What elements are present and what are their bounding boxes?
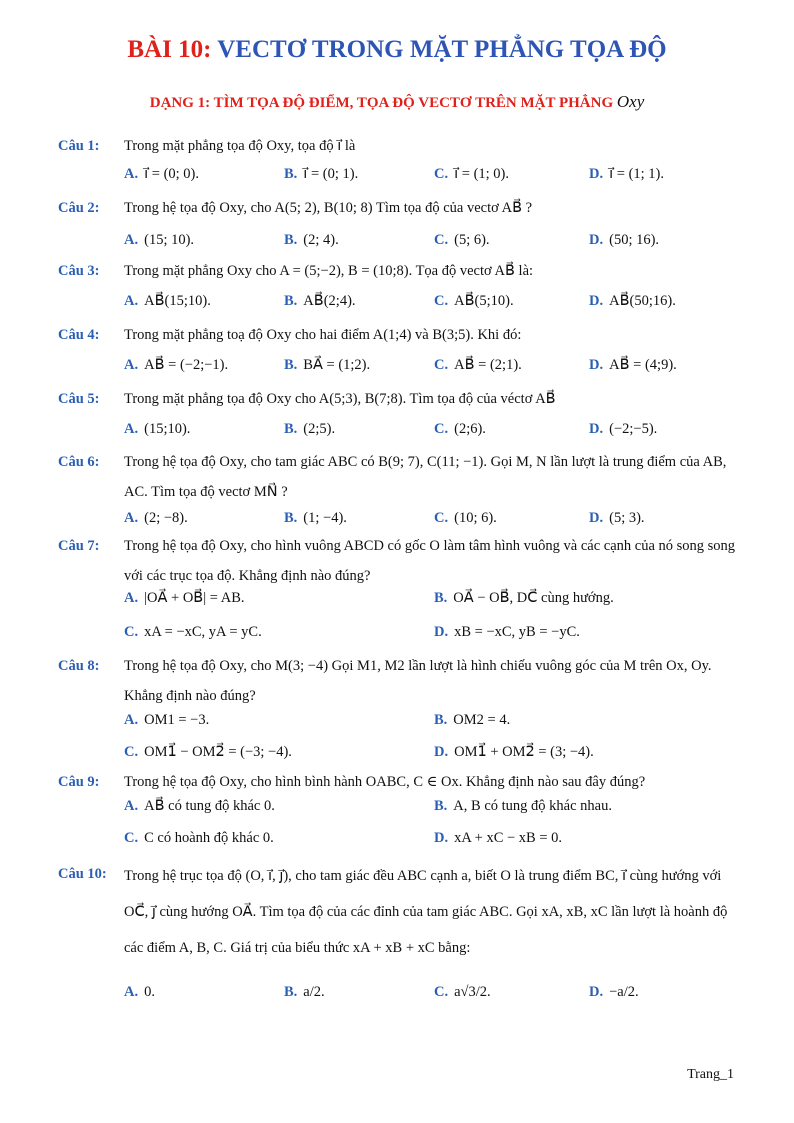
option-key: C. [434, 510, 449, 526]
option-text: AB⃗ = (4;9). [609, 357, 677, 373]
option-b [284, 232, 339, 249]
option-key: C. [434, 357, 449, 373]
option-key: B. [434, 590, 448, 606]
option-d [589, 357, 677, 374]
option-key: A. [124, 712, 139, 728]
option-c [434, 293, 514, 310]
option-key: B. [284, 510, 298, 526]
option-key: C. [434, 166, 449, 182]
option-b [434, 590, 614, 607]
option-a [124, 293, 211, 310]
option-text: i⃗ = (0; 0). [144, 166, 200, 182]
question-text: Trong mặt phẳng tọa độ Oxy, tọa độ i⃗ là [124, 138, 356, 154]
option-key: D. [589, 357, 604, 373]
option-a [124, 798, 275, 815]
option-a [124, 357, 228, 374]
option-text: (1; −4). [303, 510, 347, 526]
option-key: C. [124, 624, 139, 640]
option-key: A. [124, 510, 139, 526]
question-label: Câu 5: [58, 391, 100, 407]
option-c [434, 232, 490, 249]
option-c [434, 421, 486, 438]
option-key: D. [434, 830, 449, 846]
option-d [589, 510, 645, 527]
option-d [434, 830, 562, 847]
option-key: C. [124, 744, 139, 760]
question-label: Câu 6: [58, 454, 100, 470]
question-label: Câu 4: [58, 327, 100, 343]
section-subtitle [0, 92, 794, 112]
option-text: i⃗ = (0; 1). [303, 166, 359, 182]
option-key: D. [434, 744, 449, 760]
question-text: Trong hệ tọa độ Oxy, cho A(5; 2), B(10; 8) Tìm tọa độ của vectơ AB⃗ ? [124, 200, 533, 216]
option-text: xA = −xC, yA = yC. [144, 624, 262, 640]
option-text: AB⃗(5;10). [454, 293, 514, 309]
option-key: B. [284, 357, 298, 373]
option-text: (2;6). [454, 421, 486, 437]
question-label: Câu 9: [58, 774, 100, 790]
option-b [284, 357, 370, 374]
option-key: C. [434, 421, 449, 437]
question-text: Trong hệ tọa độ Oxy, cho hình bình hành OABC, C ∈ Ox. Khẳng định nào sau đây đúng? [124, 774, 646, 790]
option-text: a√3/2. [454, 984, 491, 1000]
option-c [434, 166, 509, 183]
option-c [124, 624, 262, 641]
option-text: (2; −8). [144, 510, 188, 526]
question-text: Trong hệ tọa độ Oxy, cho M(3; −4) Gọi M1, M2 lần lượt là hình chiếu vuông góc của M trên Ox, Oy. Khẳng định nào đúng? [124, 658, 712, 704]
title-main: VECTƠ TRONG MẶT PHẲNG TỌA ĐỘ [217, 36, 667, 63]
option-d [589, 984, 639, 1001]
option-text: i⃗ = (1; 1). [609, 166, 665, 182]
option-key: C. [124, 830, 139, 846]
option-a [124, 712, 209, 729]
option-b [434, 712, 510, 729]
option-a [124, 510, 188, 527]
page-title [0, 36, 794, 64]
option-key: B. [284, 984, 298, 1000]
option-c [434, 510, 497, 527]
option-key: B. [434, 798, 448, 814]
option-text: OM1⃗ + OM2⃗ = (3; −4). [454, 744, 594, 760]
option-text: AB⃗(15;10). [144, 293, 211, 309]
option-b [284, 166, 358, 183]
option-text: (2;5). [303, 421, 336, 437]
option-key: B. [284, 421, 298, 437]
option-a [124, 590, 245, 607]
option-text: (10; 6). [454, 510, 497, 526]
option-key: D. [589, 984, 604, 1000]
option-key: D. [589, 510, 604, 526]
question-label: Câu 8: [58, 658, 100, 674]
question-label: Câu 10: [58, 866, 107, 882]
option-d [434, 744, 594, 761]
option-text: (5; 6). [454, 232, 490, 248]
option-key: A. [124, 232, 139, 248]
option-d [589, 293, 676, 310]
option-text: (−2;−5). [609, 421, 658, 437]
option-text: i⃗ = (1; 0). [454, 166, 510, 182]
option-key: D. [589, 421, 604, 437]
option-text: AB⃗ = (2;1). [454, 357, 522, 373]
option-key: D. [589, 232, 604, 248]
option-a [124, 984, 155, 1001]
option-text: xB = −xC, yB = −yC. [454, 624, 580, 640]
option-c [434, 357, 522, 374]
option-text: (2; 4). [303, 232, 339, 248]
option-key: C. [434, 293, 449, 309]
option-text: AB⃗(2;4). [303, 293, 356, 309]
option-key: A. [124, 357, 139, 373]
subtitle-text: DẠNG 1: TÌM TỌA ĐỘ ĐIỂM, TỌA ĐỘ VECTƠ TRÊN MẶT PHẲNG [149, 95, 614, 111]
option-key: C. [434, 984, 449, 1000]
question-text: Trong mặt phẳng Oxy cho A = (5;−2), B = (10;8). Tọa độ vectơ AB⃗ là: [124, 263, 534, 279]
option-b [284, 510, 347, 527]
question-text: Trong hệ tọa độ Oxy, cho hình vuông ABCD có gốc O làm tâm hình vuông và các cạnh của nó song song với các trục tọa độ. Khẳng định nào đúng? [124, 538, 736, 584]
option-text: OM1⃗ − OM2⃗ = (−3; −4). [144, 744, 292, 760]
question-label: Câu 1: [58, 138, 100, 154]
option-key: D. [589, 293, 604, 309]
option-d [589, 421, 657, 438]
option-c [434, 984, 491, 1001]
page-number: Trang_1 [687, 1067, 734, 1082]
option-a [124, 421, 190, 438]
option-text: BA⃗ = (1;2). [303, 357, 371, 373]
option-key: B. [284, 166, 298, 182]
question-text: Trong hệ tọa độ Oxy, cho tam giác ABC có B(9; 7), C(11; −1). Gọi M, N lần lượt là trung điểm của AB, AC. Tìm tọa độ vectơ MN⃗ ? [124, 454, 727, 500]
option-text: AB⃗ có tung độ khác 0. [144, 798, 275, 814]
option-text: a/2. [303, 984, 325, 1000]
option-text: (5; 3). [609, 510, 645, 526]
option-b [434, 798, 612, 815]
question-label: Câu 3: [58, 263, 100, 279]
option-key: B. [284, 293, 298, 309]
title-prefix: BÀI 10: [127, 36, 212, 63]
option-b [284, 421, 335, 438]
option-c [124, 744, 292, 761]
option-key: A. [124, 293, 139, 309]
question-label: Câu 7: [58, 538, 100, 554]
option-b [284, 984, 325, 1001]
option-text: (15; 10). [144, 232, 195, 248]
option-text: (50; 16). [609, 232, 660, 248]
option-d [589, 232, 659, 249]
option-text: xA + xC − xB = 0. [454, 830, 563, 846]
option-text: (15;10). [144, 421, 191, 437]
option-key: D. [434, 624, 449, 640]
option-key: A. [124, 421, 139, 437]
option-key: B. [434, 712, 448, 728]
option-key: A. [124, 984, 139, 1000]
option-key: D. [589, 166, 604, 182]
question-text: Trong mặt phẳng tọa độ Oxy cho A(5;3), B(7;8). Tìm tọa độ của véctơ AB⃗ [124, 391, 556, 407]
option-key: C. [434, 232, 449, 248]
option-text: AB⃗(50;16). [609, 293, 676, 309]
option-b [284, 293, 356, 310]
question-text: Trong hệ trục tọa độ (O, i⃗, j⃗), cho tam giác đều ABC cạnh a, biết O là trung điểm BC, i⃗ cùng hướng với OC⃗, j⃗ cùng hướng OA⃗. Tìm tọa độ của các đỉnh của tam giác ABC. Gọi xA, xB, xC lần lượt là hoành độ các điểm A, B, C. Giá trị của biểu thức xA + xB + xC bằng: [124, 868, 728, 956]
question-text: Trong mặt phẳng toạ độ Oxy cho hai điểm A(1;4) và B(3;5). Khi đó: [124, 327, 522, 343]
question-label: Câu 2: [58, 200, 100, 216]
option-key: B. [284, 232, 298, 248]
option-d [589, 166, 664, 183]
option-a [124, 232, 194, 249]
option-text: 0. [144, 984, 155, 1000]
option-text: |OA⃗ + OB⃗| = AB. [144, 590, 245, 606]
option-text: OA⃗ − OB⃗, DC⃗ cùng hướng. [453, 590, 614, 606]
option-text: −a/2. [609, 984, 639, 1000]
option-key: A. [124, 166, 139, 182]
option-text: C có hoành độ khác 0. [144, 830, 274, 846]
option-text: OM1 = −3. [144, 712, 210, 728]
subtitle-math: Oxy [616, 92, 645, 111]
option-c [124, 830, 274, 847]
option-d [434, 624, 580, 641]
option-text: AB⃗ = (−2;−1). [144, 357, 229, 373]
option-text: OM2 = 4. [453, 712, 511, 728]
option-key: A. [124, 798, 139, 814]
option-key: A. [124, 590, 139, 606]
option-text: A, B có tung độ khác nhau. [453, 798, 612, 814]
option-a [124, 166, 199, 183]
